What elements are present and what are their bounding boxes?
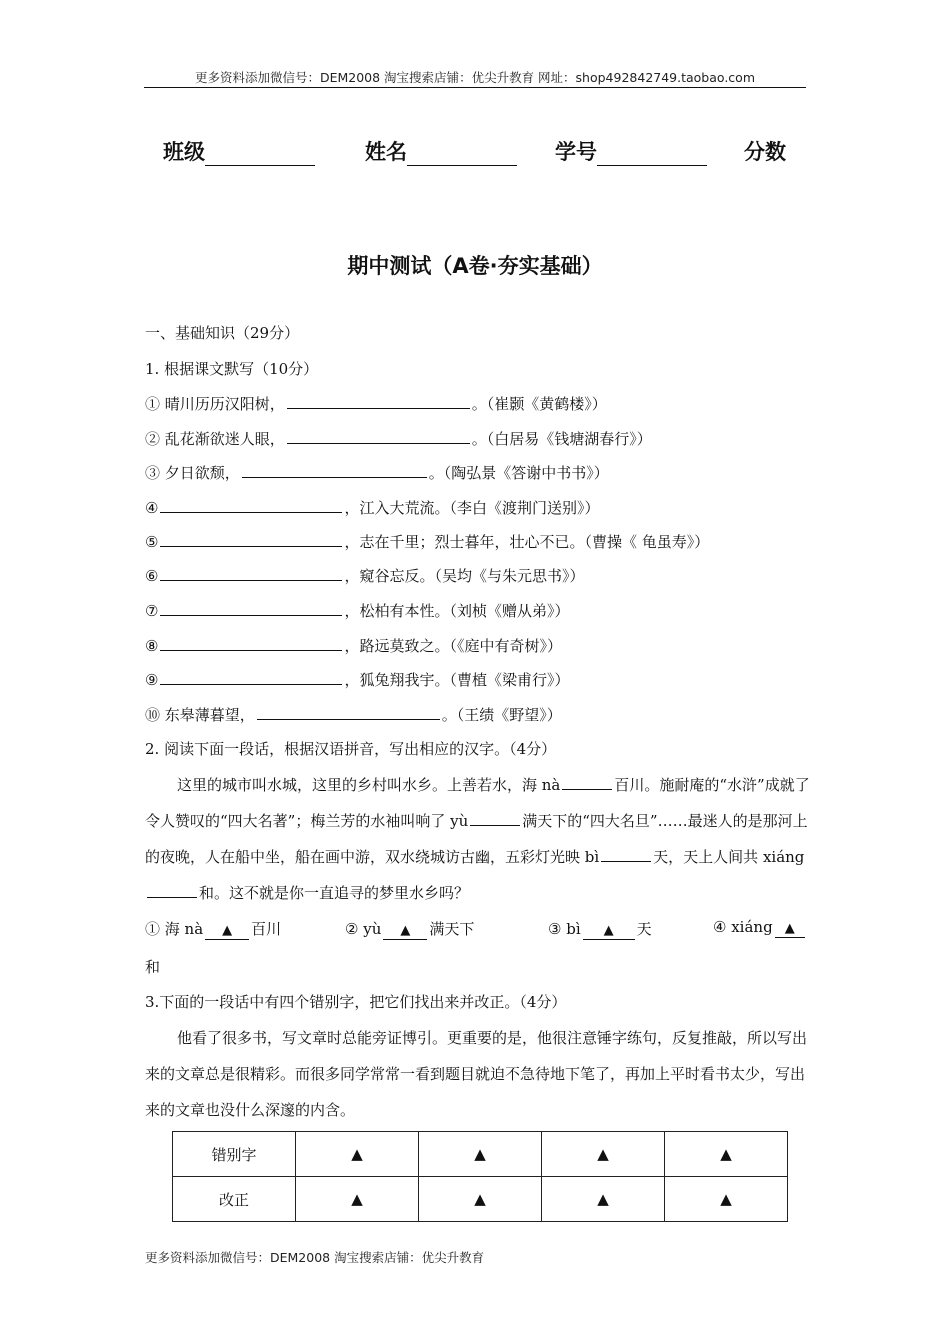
q2-heading: 2. 阅读下面一段话，根据汉语拼音，写出相应的汉字。（4分） [145,740,557,758]
class-label: 班级 [163,140,205,164]
q1-item-source: ，狐兔翔我宇。（曹植《梁甫行》） [344,671,570,689]
wrong-char-3[interactable]: ▲ [542,1132,665,1177]
q1-answer-blank[interactable] [242,461,427,478]
q2-blank-2[interactable] [470,809,520,826]
name-blank[interactable] [407,143,517,166]
q1-item [145,392,607,414]
exam-title: 期中测试（A卷·夯实基础） [347,254,603,278]
q1-item-number: ③ [145,464,161,482]
correct-char-4[interactable]: ▲ [665,1177,788,1222]
wrong-char-2[interactable]: ▲ [419,1132,542,1177]
q1-item-source: ，松柏有本性。（刘桢《赠从弟》） [344,602,570,620]
q1-answer-blank[interactable] [160,564,342,581]
score-label: 分数 [744,140,786,164]
q2-blank-1[interactable] [562,773,612,790]
q1-item-source: ，江入大荒流。（李白《渡荆门送别》） [344,499,600,517]
id-field [555,136,707,166]
q1-item-number: ⑦ [145,602,159,620]
section1-heading: 一、基础知识（29分） [145,324,300,342]
wrong-char-1[interactable]: ▲ [296,1132,419,1177]
q1-item-prompt: 乱花渐欲迷人眼， [160,430,285,448]
q1-item-prompt: 东皋薄暮望， [160,706,255,724]
q1-item-source: 。（崔颢《黄鹤楼》） [471,395,607,413]
q2-answer-4-blank[interactable]: ▲ [775,921,805,938]
q1-answer-blank[interactable] [160,634,342,651]
q3-passage: 他看了很多书，写文章时总能旁证博引。更重要的是，他很注意锤字练句，反复推敲，所以写出来的文章总是很精彩。而很多同学常常一看到题目就迫不急待地下笔了，再加上平时看书太少，写出来的文章也没什么深邃的内含。 [145,1029,808,1119]
q1-item [145,427,652,449]
q2-answer-4: ④ xiáng ▲ [713,918,807,938]
q2-answer-2: ② yù ▲ 满天下 [345,920,475,938]
q1-item-source: ，志在千里；烈士暮年，壮心不已。（曹操《 龟虽寿》） [344,533,710,551]
q1-item-source: 。（陶弘景《答谢中书书》） [428,464,609,482]
q1-item-number: ① [145,395,161,413]
name-field [365,136,517,166]
q1-answer-blank[interactable] [287,427,470,444]
q1-answer-blank[interactable] [160,668,342,685]
q1-answer-blank[interactable] [287,392,470,409]
correction-table [172,1131,788,1222]
row-label-correct: 改正 [173,1177,296,1222]
q1-item [145,564,584,586]
q2-text-1: 这里的城市叫水城，这里的乡村叫水乡。上善若水，海 nà [177,776,561,794]
q2-answer-wrap: 和 [145,958,161,976]
q1-item-number: ⑨ [145,671,159,689]
correct-char-1[interactable]: ▲ [296,1177,419,1222]
row-label-wrong: 错别字 [173,1132,296,1177]
q2-text-5: 和。这不就是你一直追寻的梦里水乡吗？ [199,884,470,902]
q1-answer-blank[interactable] [257,703,440,720]
q2-text-3: 满天下的“四大名旦”……最迷人的是那河上的夜晚，人在船中坐，船在画中游，双水绕城访古幽，五彩灯光映 bì [145,812,808,866]
q1-item [145,530,709,552]
q1-item-number: ④ [145,499,159,517]
q1-item-number: ② [145,430,161,448]
score-field [744,136,786,166]
q1-item [145,634,562,656]
q2-text-4: 天，天上人间共 xiáng [653,848,805,866]
q2-answer-1-blank[interactable]: ▲ [205,923,249,940]
q1-item-source: 。（白居易《钱塘湖春行》） [471,430,652,448]
q1-answer-blank[interactable] [160,496,342,513]
id-blank[interactable] [597,143,707,166]
q1-item [145,496,599,518]
table-row-correct [173,1177,788,1222]
q2-answer-3: ③ bì ▲ 天 [548,920,652,938]
q2-answer-2-blank[interactable]: ▲ [383,923,427,940]
correct-char-3[interactable]: ▲ [542,1177,665,1222]
q1-item-number: ⑩ [145,706,161,724]
q1-item-source: ，路远莫致之。（《庭中有奇树》） [344,637,562,655]
page-header: 更多资料添加微信号：DEM2008 淘宝搜索店铺：优尖升教育 网址：shop492842749.taobao.com [194,70,756,85]
id-label: 学号 [555,140,597,164]
q2-text-2: 百川。施耐庵的“水浒”成就了令人赞叹的“四大名著”；梅兰芳的水袖叫响了 yù [145,776,810,830]
q2-blank-4[interactable] [147,881,197,898]
q1-answer-blank[interactable] [160,530,342,547]
q1-item [145,599,569,621]
q2-answer-3-blank[interactable]: ▲ [583,923,635,940]
q1-item [145,703,562,725]
q2-answer-1: ① 海 nà ▲ 百川 [145,920,282,938]
q1-item-number: ⑤ [145,533,159,551]
q1-item [145,461,609,483]
q1-item [145,668,569,690]
q1-item-prompt: 夕日欲颓， [160,464,240,482]
q3-heading: 3.下面的一段话中有四个错别字，把它们找出来并改正。（4分） [145,993,567,1011]
q1-answer-blank[interactable] [160,599,342,616]
class-field [163,136,315,166]
q1-item-source: ，窥谷忘反。（吴均《与朱元思书》） [344,567,585,585]
page-footer: 更多资料添加微信号：DEM2008 淘宝搜索店铺：优尖升教育 [145,1250,485,1265]
q1-item-source: 。（王绩《野望》） [441,706,562,724]
correct-char-2[interactable]: ▲ [419,1177,542,1222]
q2-passage [145,767,810,911]
header-divider [144,87,806,88]
q1-heading: 1. 根据课文默写（10分） [145,360,319,378]
q1-item-prompt: 晴川历历汉阳树， [160,395,285,413]
wrong-char-4[interactable]: ▲ [665,1132,788,1177]
class-blank[interactable] [205,143,315,166]
q1-item-number: ⑧ [145,637,159,655]
q2-blank-3[interactable] [601,845,651,862]
name-label: 姓名 [365,140,407,164]
q1-item-number: ⑥ [145,567,159,585]
table-row-wrong [173,1132,788,1177]
